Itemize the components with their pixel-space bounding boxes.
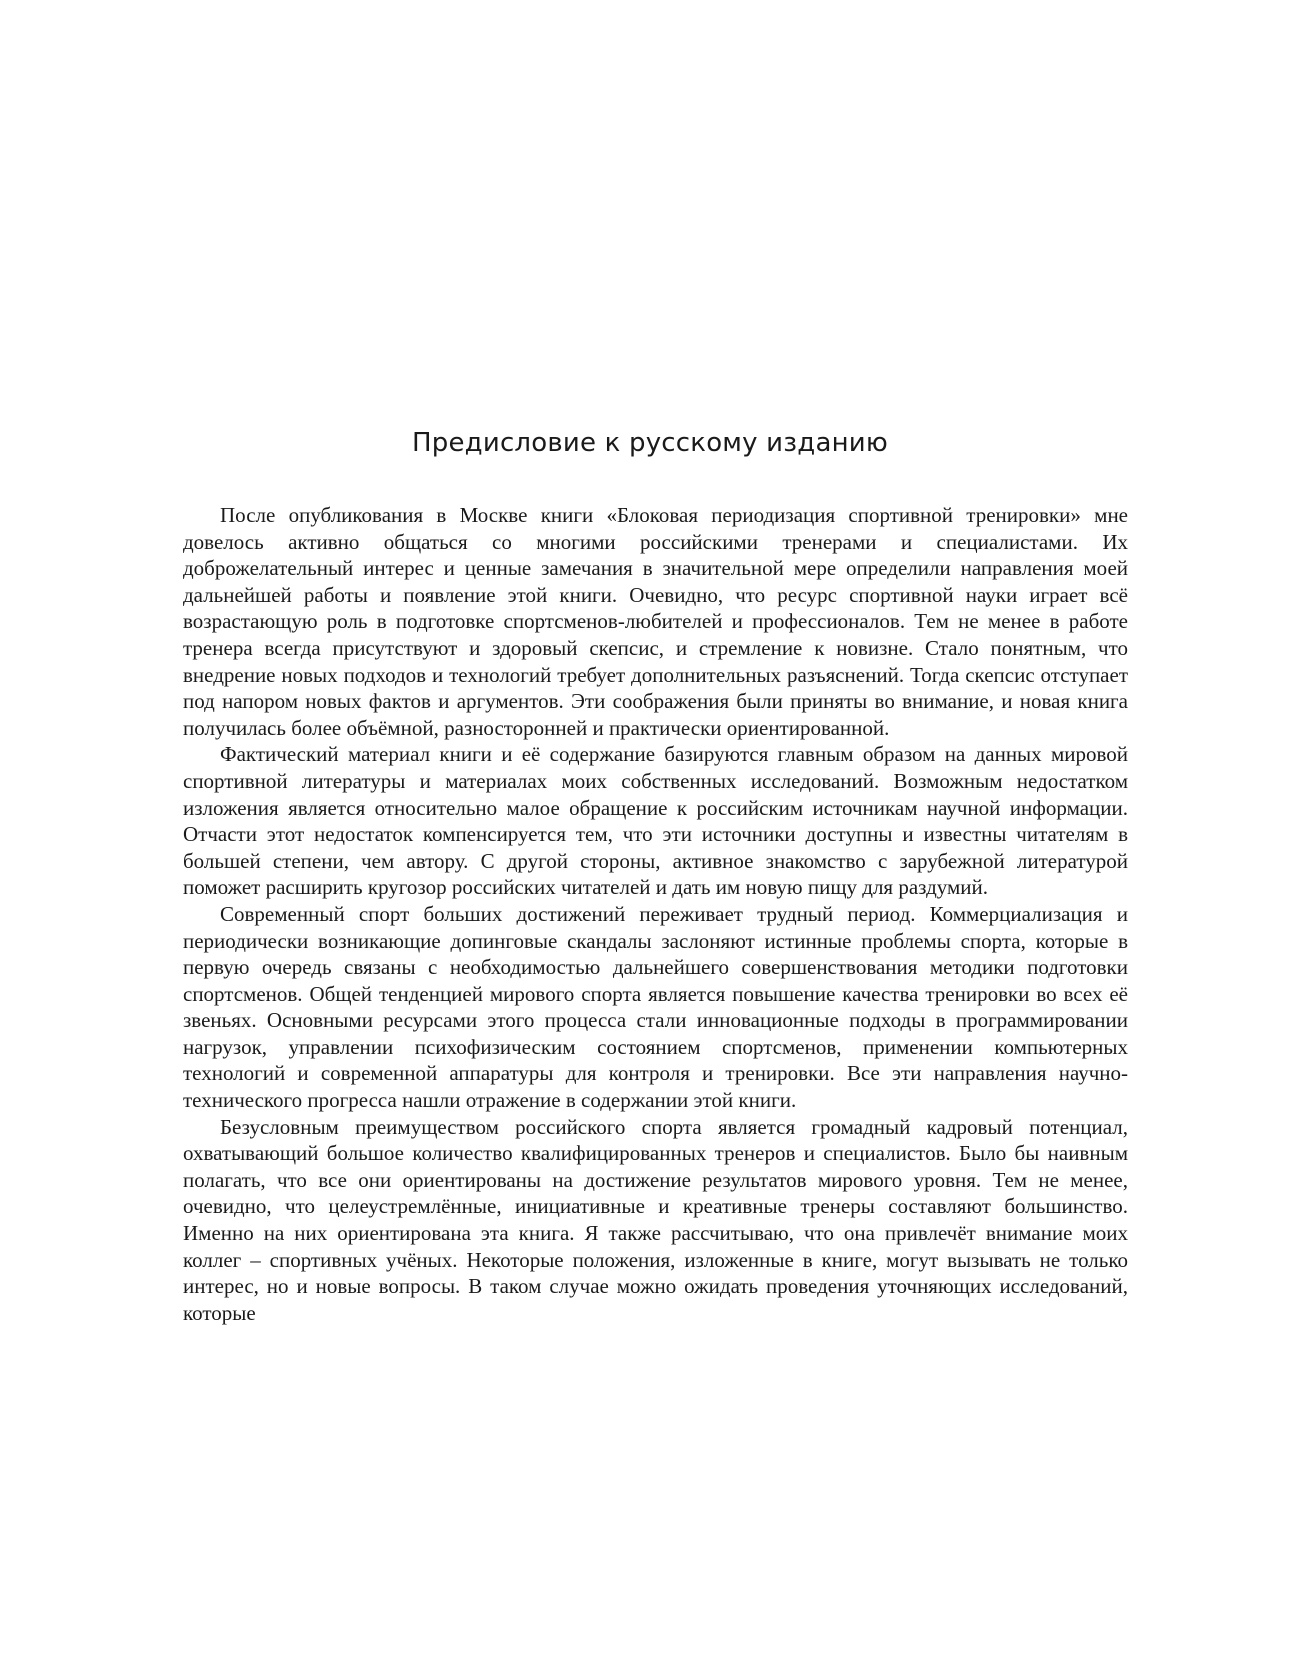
- page-title: Предисловие к русскому изданию: [412, 428, 888, 458]
- paragraph: Фактический материал книги и её содержание базируются главным образом на данных мировой спортивной литературы и материалах моих собственных исследований. Возможным недостатком изложения является относительно малое обращение к российским источникам научной информации. Отчасти этот недостаток компенсируется тем, что эти источники доступны и известны читателям в большей степени, чем автору. С другой стороны, активное знакомство с зарубежной литературой поможет расширить кругозор российских читателей и дать им новую пищу для раздумий.: [183, 742, 1128, 900]
- paragraph: После опубликования в Москве книги «Блоковая периодизация спортивной тренировки» мне довелось активно общаться со многими российскими тренерами и специалистами. Их доброжелательный интерес и ценные замечания в значительной мере определили направления моей дальнейшей работы и появление этой книги. Очевидно, что ресурс спортивной науки играет всё возрастающую роль в подготовке спортсменов-любителей и профессионалов. Тем не менее в работе тренера всегда присутствуют и здоровый скепсис, и стремление к новизне. Стало понятным, что внедрение новых подходов и технологий требует дополнительных разъяснений. Тогда скепсис отступает под напором новых фактов и аргументов. Эти соображения были приняты во внимание, и новая книга получилась более объёмной, разносторонней и практически ориентированной.: [183, 503, 1128, 740]
- body-text: [183, 502, 1128, 1326]
- paragraph: Безусловным преимуществом российского спорта является громадный кадровый потенциал, охватывающий большое количество квалифицированных тренеров и специалистов. Было бы наивным полагать, что все они ориентированы на достижение результатов мирового уровня. Тем не менее, очевидно, что целеустремлённые, инициативные и креативные тренеры составляют большинство. Именно на них ориентирована эта книга. Я также рассчитываю, что она привлечёт внимание моих коллег – спортивных учёных. Некоторые положения, изложенные в книге, могут вызывать не только интерес, но и новые вопросы. В таком случае можно ожидать проведения уточняющих исследований, которые: [183, 1114, 1128, 1325]
- paragraph: Современный спорт больших достижений переживает трудный период. Коммерциализация и периодически возникающие допинговые скандалы заслоняют истинные проблемы спорта, которые в первую очередь связаны с необходимостью дальнейшего совершенствования методики подготовки спортсменов. Общей тенденцией мирового спорта является повышение качества тренировки во всех её звеньях. Основными ресурсами этого процесса стали инновационные подходы в программировании нагрузок, управлении психофизическим состоянием спортсменов, применении компьютерных технологий и современной аппаратуры для контроля и тренировки. Все эти направления научно-технического прогресса нашли отражение в содержании этой книги.: [183, 901, 1128, 1113]
